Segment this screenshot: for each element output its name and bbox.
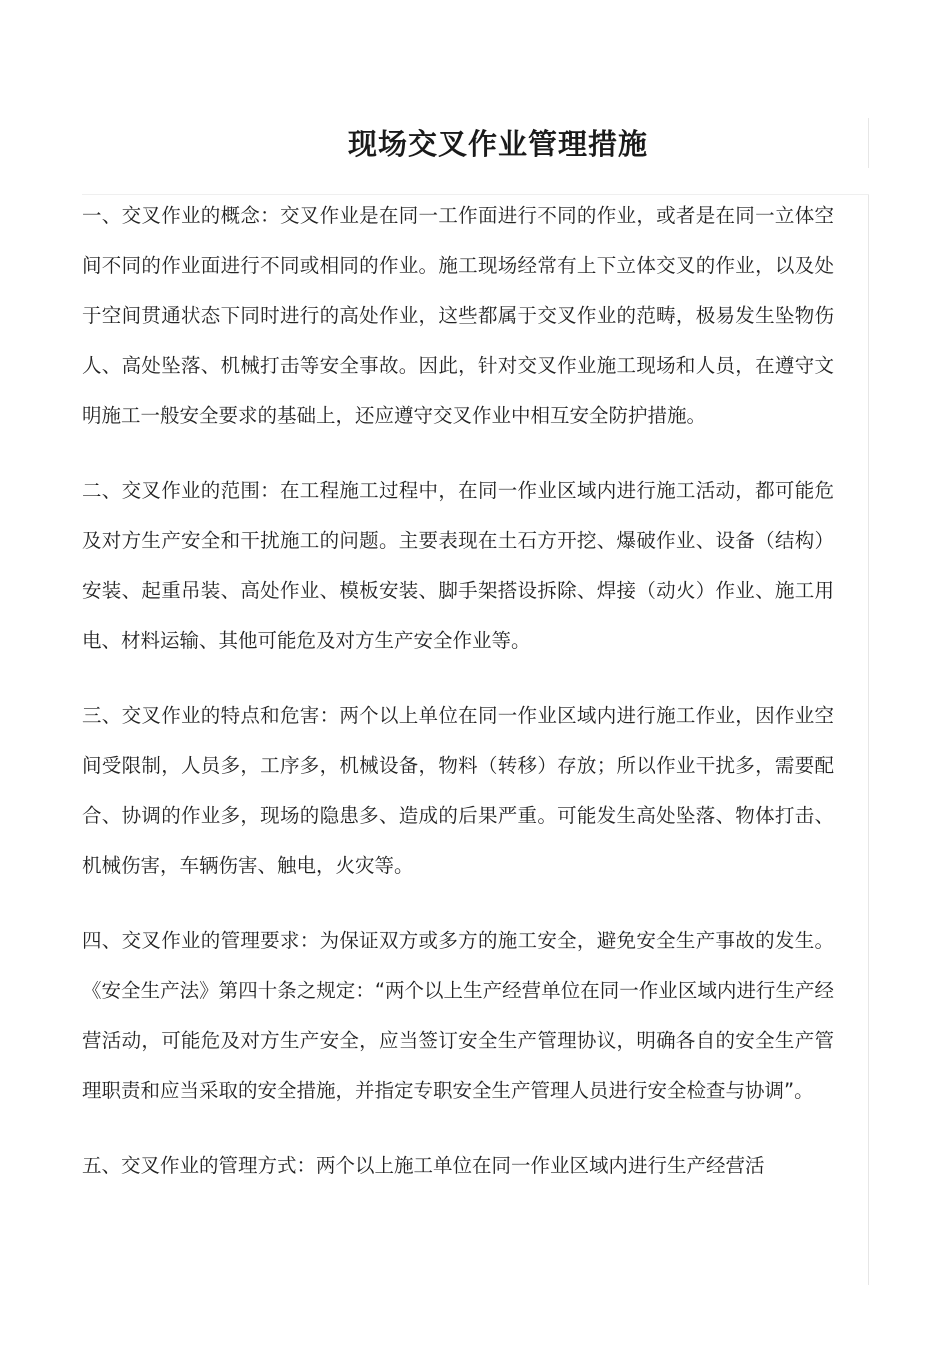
document-title: 现场交叉作业管理措施 bbox=[347, 127, 648, 161]
margin-rule bbox=[868, 195, 869, 1285]
paragraph-methods: 五、交叉作业的管理方式：两个以上施工单位在同一作业区域内进行生产经营活 bbox=[82, 1154, 765, 1177]
document-body bbox=[82, 191, 834, 1216]
paragraph-concept: 一、交叉作业的概念：交叉作业是在同一工作面进行不同的作业，或者是在同一立体空间不同的作业面进行不同或相同的作业。施工现场经常有上下立体交叉的作业，以及处于空间贯通状态下同时进行的高处作业，这些都属于交叉作业的范畴，极易发生坠物伤人、高处坠落、机械打击等安全事故。因此，针对交叉作业施工现场和人员，在遵守文明施工一般安全要求的基础上，还应遵守交叉作业中相互安全防护措施。 bbox=[82, 204, 834, 427]
paragraph-requirements: 四、交叉作业的管理要求：为保证双方或多方的施工安全，避免安全生产事故的发生。《安全生产法》第四十条之规定：“两个以上生产经营单位在同一作业区域内进行生产经营活动，可能危及对方生产安全，应当签订安全生产管理协议，明确各自的安全生产管理职责和应当采取的安全措施，并指定专职安全生产管理人员进行安全检查与协调”。 bbox=[82, 929, 834, 1102]
paragraph-hazards: 三、交叉作业的特点和危害：两个以上单位在同一作业区域内进行施工作业，因作业空间受限制，人员多，工序多，机械设备，物料（转移）存放；所以作业干扰多，需要配合、协调的作业多，现场的隐患多、造成的后果严重。可能发生高处坠落、物体打击、机械伤害，车辆伤害、触电，火灾等。 bbox=[82, 704, 834, 877]
paragraph-scope: 二、交叉作业的范围：在工程施工过程中，在同一作业区域内进行施工活动，都可能危及对方生产安全和干扰施工的问题。主要表现在土石方开挖、爆破作业、设备（结构）安装、起重吊装、高处作业、模板安装、脚手架搭设拆除、焊接（动火）作业、施工用电、材料运输、其他可能危及对方生产安全作业等。 bbox=[82, 479, 834, 652]
